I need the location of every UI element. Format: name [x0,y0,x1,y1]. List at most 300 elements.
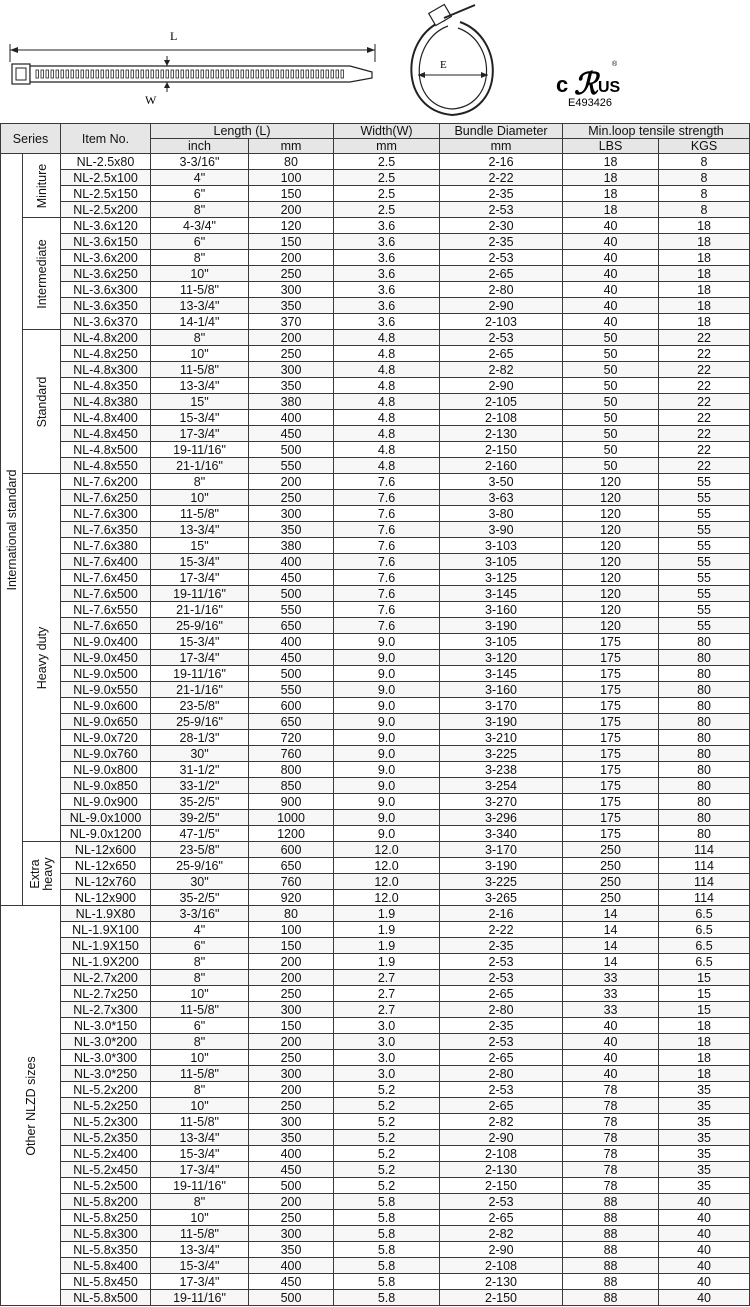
cell-tensile-kgs: 8 [659,186,750,202]
cell-width-mm: 2.7 [334,970,440,986]
table-row [1,474,750,490]
cell-length-inch: 10" [151,1098,249,1114]
cell-tensile-kgs: 18 [659,234,750,250]
cell-width-mm: 4.8 [334,426,440,442]
cell-tensile-lbs: 78 [563,1146,659,1162]
cell-tensile-kgs: 8 [659,170,750,186]
cell-item-no: NL-4.8x380 [61,394,151,410]
cell-length-inch: 21-1/16" [151,682,249,698]
cell-length-mm: 250 [249,1050,334,1066]
cell-item-no: NL-2.5x100 [61,170,151,186]
cell-length-mm: 300 [249,1066,334,1082]
cell-item-no: NL-3.6x150 [61,234,151,250]
cell-item-no: NL-5.2x500 [61,1178,151,1194]
col-bundle-unit: mm [440,139,563,154]
cell-length-inch: 15" [151,538,249,554]
cell-length-mm: 100 [249,170,334,186]
cell-width-mm: 4.8 [334,362,440,378]
cell-bundle-diameter: 2-65 [440,1050,563,1066]
cell-item-no: NL-3.0*250 [61,1066,151,1082]
cell-bundle-diameter: 3-170 [440,698,563,714]
cell-width-mm: 9.0 [334,794,440,810]
table-row [1,1066,750,1082]
sub-series-cell [23,842,61,906]
cell-width-mm: 9.0 [334,666,440,682]
cell-item-no: NL-9.0x720 [61,730,151,746]
cell-tensile-lbs: 250 [563,874,659,890]
cell-tensile-kgs: 18 [659,250,750,266]
cell-length-inch: 28-1/3" [151,730,249,746]
table-row [1,202,750,218]
cell-length-mm: 300 [249,506,334,522]
table-row [1,1242,750,1258]
cell-bundle-diameter: 3-50 [440,474,563,490]
cell-length-inch: 4-3/4" [151,218,249,234]
table-row [1,1162,750,1178]
cell-length-mm: 450 [249,1274,334,1290]
cell-length-mm: 400 [249,1258,334,1274]
cell-length-inch: 10" [151,346,249,362]
cell-bundle-diameter: 3-90 [440,522,563,538]
cell-length-inch: 4" [151,170,249,186]
cell-tensile-lbs: 50 [563,458,659,474]
cell-tensile-lbs: 120 [563,506,659,522]
cell-tensile-lbs: 120 [563,490,659,506]
svg-text:ℛ: ℛ [574,68,598,101]
col-series: Series [1,124,61,154]
cell-width-mm: 5.2 [334,1130,440,1146]
col-width: Width(W) [334,124,440,139]
table-row [1,362,750,378]
cell-tensile-lbs: 120 [563,618,659,634]
cell-bundle-diameter: 2-22 [440,922,563,938]
cell-tensile-lbs: 88 [563,1194,659,1210]
cell-width-mm: 3.0 [334,1050,440,1066]
cell-bundle-diameter: 2-150 [440,1290,563,1306]
cell-item-no: NL-3.6x120 [61,218,151,234]
cell-length-inch: 11-5/8" [151,1226,249,1242]
cell-length-inch: 8" [151,954,249,970]
cell-tensile-lbs: 18 [563,202,659,218]
cell-item-no: NL-7.6x450 [61,570,151,586]
cell-bundle-diameter: 2-65 [440,346,563,362]
cell-tensile-kgs: 55 [659,538,750,554]
cell-tensile-lbs: 250 [563,890,659,906]
cell-length-inch: 23-5/8" [151,698,249,714]
cell-tensile-kgs: 55 [659,554,750,570]
cell-bundle-diameter: 3-210 [440,730,563,746]
cell-tensile-lbs: 50 [563,394,659,410]
cell-item-no: NL-7.6x250 [61,490,151,506]
cert-file-number: E493426 [568,97,613,109]
cell-tensile-kgs: 22 [659,442,750,458]
cell-bundle-diameter: 3-340 [440,826,563,842]
table-row [1,986,750,1002]
cell-length-mm: 400 [249,410,334,426]
cell-width-mm: 2.5 [334,170,440,186]
cell-tensile-lbs: 175 [563,634,659,650]
cell-tensile-kgs: 80 [659,794,750,810]
cell-length-inch: 30" [151,746,249,762]
table-row [1,1226,750,1242]
cell-length-inch: 11-5/8" [151,1114,249,1130]
cell-tensile-kgs: 15 [659,986,750,1002]
cell-width-mm: 5.8 [334,1258,440,1274]
cell-item-no: NL-3.6x370 [61,314,151,330]
table-row [1,874,750,890]
cell-length-mm: 250 [249,346,334,362]
table-row [1,1130,750,1146]
cell-item-no: NL-9.0x400 [61,634,151,650]
cell-width-mm: 2.7 [334,986,440,1002]
cell-length-mm: 550 [249,682,334,698]
cell-item-no: NL-7.6x650 [61,618,151,634]
cell-bundle-diameter: 2-16 [440,906,563,922]
cell-tensile-lbs: 78 [563,1114,659,1130]
cell-length-mm: 200 [249,970,334,986]
cell-width-mm: 1.9 [334,906,440,922]
cell-bundle-diameter: 3-190 [440,858,563,874]
cell-bundle-diameter: 2-90 [440,298,563,314]
cell-bundle-diameter: 2-105 [440,394,563,410]
table-row [1,522,750,538]
cell-length-inch: 11-5/8" [151,362,249,378]
cell-tensile-lbs: 175 [563,778,659,794]
cell-tensile-kgs: 40 [659,1210,750,1226]
cell-item-no: NL-12x600 [61,842,151,858]
cell-tensile-kgs: 80 [659,746,750,762]
cell-tensile-lbs: 120 [563,554,659,570]
cell-bundle-diameter: 3-105 [440,554,563,570]
cell-tensile-lbs: 33 [563,1002,659,1018]
cell-bundle-diameter: 2-35 [440,186,563,202]
cell-tensile-kgs: 18 [659,1018,750,1034]
cell-item-no: NL-4.8x500 [61,442,151,458]
cell-item-no: NL-2.5x80 [61,154,151,170]
cell-tensile-lbs: 50 [563,442,659,458]
cell-tensile-kgs: 18 [659,1034,750,1050]
cell-length-inch: 13-3/4" [151,522,249,538]
cell-item-no: NL-2.5x200 [61,202,151,218]
cell-bundle-diameter: 2-35 [440,1018,563,1034]
dim-W-label: W [145,93,157,107]
cell-length-mm: 400 [249,554,334,570]
cell-tensile-kgs: 35 [659,1146,750,1162]
dim-L-label: L [170,29,178,43]
cell-width-mm: 3.6 [334,266,440,282]
cell-width-mm: 3.6 [334,250,440,266]
table-row [1,458,750,474]
cell-tensile-kgs: 18 [659,1066,750,1082]
cell-length-inch: 17-3/4" [151,1162,249,1178]
cell-bundle-diameter: 2-35 [440,938,563,954]
cell-tensile-lbs: 120 [563,538,659,554]
cell-item-no: NL-4.8x550 [61,458,151,474]
table-row [1,1210,750,1226]
table-row [1,1258,750,1274]
cell-width-mm: 9.0 [334,746,440,762]
cell-width-mm: 9.0 [334,778,440,794]
cell-length-mm: 350 [249,522,334,538]
cell-bundle-diameter: 2-103 [440,314,563,330]
cell-width-mm: 3.6 [334,218,440,234]
col-bundle: Bundle Diameter [440,124,563,139]
cell-tensile-lbs: 14 [563,938,659,954]
cell-length-mm: 100 [249,922,334,938]
cell-bundle-diameter: 3-225 [440,746,563,762]
cell-length-inch: 10" [151,1210,249,1226]
cell-item-no: NL-9.0x450 [61,650,151,666]
cell-tensile-kgs: 55 [659,506,750,522]
cell-tensile-lbs: 175 [563,762,659,778]
col-item-no: Item No. [61,124,151,154]
table-row [1,1098,750,1114]
cell-length-mm: 200 [249,1034,334,1050]
cell-length-inch: 17-3/4" [151,426,249,442]
cell-tensile-kgs: 18 [659,314,750,330]
cell-item-no: NL-3.6x250 [61,266,151,282]
table-body [1,154,750,1306]
cell-length-mm: 150 [249,234,334,250]
cell-tensile-kgs: 40 [659,1274,750,1290]
cell-item-no: NL-5.8x250 [61,1210,151,1226]
cell-tensile-kgs: 80 [659,762,750,778]
table-row [1,250,750,266]
cell-length-mm: 200 [249,250,334,266]
cell-tensile-lbs: 40 [563,250,659,266]
loop-diagram [411,4,492,115]
cell-item-no: NL-9.0x1000 [61,810,151,826]
cell-tensile-kgs: 80 [659,666,750,682]
cell-bundle-diameter: 2-65 [440,986,563,1002]
cell-item-no: NL-2.7x300 [61,1002,151,1018]
cell-length-inch: 35-2/5" [151,890,249,906]
table-row [1,1178,750,1194]
table-row [1,586,750,602]
cell-length-inch: 11-5/8" [151,506,249,522]
cell-length-inch: 10" [151,986,249,1002]
cell-length-inch: 19-11/16" [151,586,249,602]
cell-length-inch: 19-11/16" [151,442,249,458]
cell-length-inch: 4" [151,922,249,938]
table-row [1,506,750,522]
cell-tensile-lbs: 33 [563,986,659,1002]
cell-bundle-diameter: 2-53 [440,250,563,266]
cell-tensile-kgs: 40 [659,1258,750,1274]
cell-width-mm: 9.0 [334,762,440,778]
cell-width-mm: 4.8 [334,442,440,458]
cell-item-no: NL-12x760 [61,874,151,890]
table-row [1,234,750,250]
table-row [1,970,750,986]
cell-length-mm: 350 [249,1242,334,1258]
cell-width-mm: 5.8 [334,1242,440,1258]
cell-item-no: NL-5.8x400 [61,1258,151,1274]
cell-bundle-diameter: 2-90 [440,378,563,394]
cell-width-mm: 4.8 [334,458,440,474]
cell-width-mm: 9.0 [334,714,440,730]
cell-length-inch: 11-5/8" [151,1066,249,1082]
cell-length-inch: 6" [151,938,249,954]
cell-width-mm: 5.8 [334,1274,440,1290]
cell-width-mm: 7.6 [334,602,440,618]
cell-bundle-diameter: 2-53 [440,954,563,970]
cell-length-mm: 760 [249,746,334,762]
cell-tensile-kgs: 80 [659,810,750,826]
cell-tensile-kgs: 35 [659,1162,750,1178]
cell-tensile-lbs: 175 [563,810,659,826]
cell-item-no: NL-3.6x200 [61,250,151,266]
table-row [1,218,750,234]
cell-width-mm: 12.0 [334,890,440,906]
cell-item-no: NL-4.8x200 [61,330,151,346]
cell-width-mm: 7.6 [334,522,440,538]
cell-length-inch: 21-1/16" [151,602,249,618]
cell-tensile-lbs: 78 [563,1130,659,1146]
cell-length-mm: 400 [249,634,334,650]
cell-item-no: NL-7.6x380 [61,538,151,554]
cell-tensile-lbs: 175 [563,746,659,762]
cell-bundle-diameter: 2-90 [440,1242,563,1258]
table-row [1,682,750,698]
cell-length-inch: 10" [151,490,249,506]
table-row [1,778,750,794]
cell-bundle-diameter: 2-65 [440,1210,563,1226]
table-row [1,954,750,970]
cell-length-inch: 31-1/2" [151,762,249,778]
cell-length-inch: 6" [151,234,249,250]
cell-tensile-kgs: 22 [659,410,750,426]
sub-series-cell [23,474,61,842]
table-row [1,554,750,570]
cell-length-mm: 650 [249,858,334,874]
cell-tensile-kgs: 55 [659,474,750,490]
cell-length-inch: 3-3/16" [151,906,249,922]
table-row [1,810,750,826]
cell-tensile-kgs: 18 [659,218,750,234]
cell-length-inch: 33-1/2" [151,778,249,794]
cell-length-mm: 380 [249,538,334,554]
main-series-cell [1,154,23,906]
cell-tensile-lbs: 50 [563,330,659,346]
cell-tensile-kgs: 55 [659,602,750,618]
cell-tensile-kgs: 15 [659,1002,750,1018]
cell-item-no: NL-9.0x650 [61,714,151,730]
cell-tensile-lbs: 40 [563,298,659,314]
table-row [1,1082,750,1098]
col-width-unit: mm [334,139,440,154]
cell-tensile-kgs: 80 [659,730,750,746]
cell-tensile-kgs: 8 [659,202,750,218]
cell-length-inch: 8" [151,1034,249,1050]
cell-tensile-lbs: 18 [563,186,659,202]
table-row [1,330,750,346]
cell-tensile-kgs: 6.5 [659,922,750,938]
cell-item-no: NL-4.8x300 [61,362,151,378]
cell-tensile-lbs: 50 [563,410,659,426]
cell-length-mm: 350 [249,1130,334,1146]
cell-tensile-lbs: 175 [563,730,659,746]
cell-bundle-diameter: 2-150 [440,442,563,458]
sub-series-label: Extra heavy [27,856,55,891]
cell-item-no: NL-5.2x200 [61,1082,151,1098]
cell-length-inch: 15-3/4" [151,554,249,570]
cell-length-inch: 8" [151,474,249,490]
cell-width-mm: 4.8 [334,394,440,410]
cell-tensile-kgs: 80 [659,778,750,794]
cell-width-mm: 9.0 [334,634,440,650]
table-row [1,1274,750,1290]
cell-length-mm: 80 [249,154,334,170]
cell-bundle-diameter: 3-170 [440,842,563,858]
cell-tensile-kgs: 80 [659,634,750,650]
cell-length-mm: 450 [249,426,334,442]
cell-length-inch: 17-3/4" [151,650,249,666]
table-row [1,890,750,906]
cell-length-mm: 800 [249,762,334,778]
cell-length-inch: 25-9/16" [151,714,249,730]
sub-series-label: Intermediate [34,238,49,309]
cell-tensile-lbs: 50 [563,378,659,394]
table-row [1,618,750,634]
cell-width-mm: 5.8 [334,1210,440,1226]
cell-bundle-diameter: 3-296 [440,810,563,826]
table-row [1,1002,750,1018]
cell-width-mm: 9.0 [334,826,440,842]
table-row [1,1018,750,1034]
cell-length-inch: 19-11/16" [151,1290,249,1306]
cell-length-mm: 500 [249,1290,334,1306]
cell-item-no: NL-7.6x300 [61,506,151,522]
main-series-label: International standard [4,469,19,590]
cell-width-mm: 9.0 [334,682,440,698]
table-row [1,426,750,442]
cell-width-mm: 3.6 [334,298,440,314]
cell-length-mm: 250 [249,490,334,506]
cell-length-mm: 400 [249,1146,334,1162]
table-row [1,698,750,714]
cell-bundle-diameter: 2-80 [440,282,563,298]
cell-bundle-diameter: 2-82 [440,1114,563,1130]
cell-tensile-lbs: 120 [563,586,659,602]
cell-tensile-kgs: 35 [659,1178,750,1194]
cell-width-mm: 5.2 [334,1098,440,1114]
cell-width-mm: 3.0 [334,1066,440,1082]
cell-length-mm: 200 [249,954,334,970]
sub-series-cell [23,330,61,474]
cell-width-mm: 9.0 [334,650,440,666]
cell-width-mm: 3.6 [334,314,440,330]
cell-tensile-lbs: 78 [563,1098,659,1114]
cell-item-no: NL-4.8x450 [61,426,151,442]
cert-us: US [598,79,621,96]
cell-bundle-diameter: 2-53 [440,202,563,218]
cell-tensile-lbs: 18 [563,170,659,186]
cell-item-no: NL-12x900 [61,890,151,906]
cell-bundle-diameter: 2-53 [440,1034,563,1050]
cell-item-no: NL-5.2x350 [61,1130,151,1146]
cell-length-mm: 380 [249,394,334,410]
cell-tensile-lbs: 175 [563,794,659,810]
cell-bundle-diameter: 3-270 [440,794,563,810]
cell-item-no: NL-9.0x900 [61,794,151,810]
main-series-label: Other NLZD sizes [23,1055,38,1156]
cell-tensile-kgs: 8 [659,154,750,170]
cell-bundle-diameter: 2-53 [440,330,563,346]
cell-tensile-kgs: 40 [659,1242,750,1258]
table-row [1,442,750,458]
cell-item-no: NL-5.2x400 [61,1146,151,1162]
